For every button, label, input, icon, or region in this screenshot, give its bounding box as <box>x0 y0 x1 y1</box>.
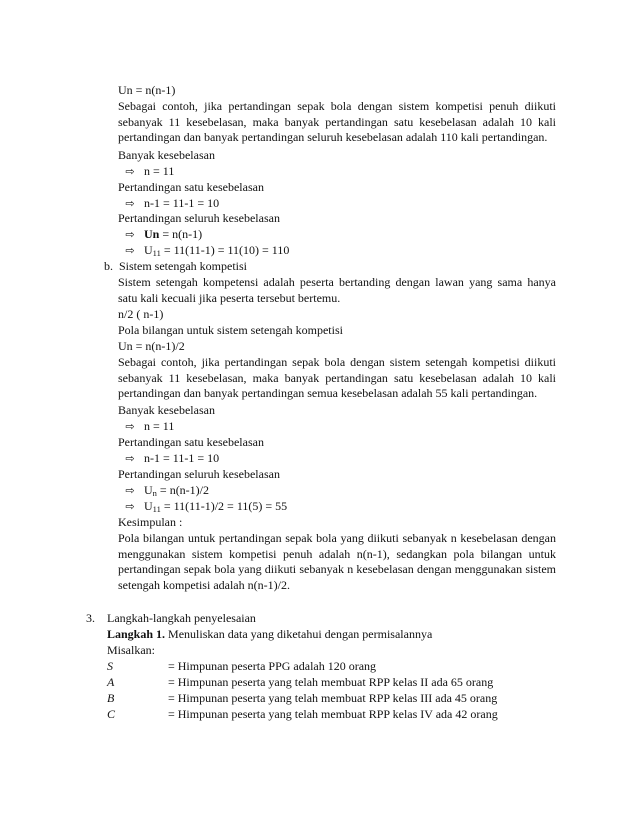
definition-var-c: C <box>107 707 116 721</box>
calc-u11-result-b: ⇨ $U_{11} = 11(11-1)/2 = 11(5) = 55$ <box>125 499 288 514</box>
step-1 <box>107 627 432 643</box>
calc-one-team-b: ⇨ n-1 = 11-1 = 10 <box>125 451 220 465</box>
label-all-teams-b: Pertandingan seluruh kesebelasan <box>118 467 280 481</box>
definition-text-c: = Himpunan peserta yang telah membuat RPP kelas IV ada 42 orang <box>168 707 498 721</box>
arrow-right-icon: ⇨ <box>125 244 135 257</box>
definition-var-s: S <box>107 659 113 673</box>
step-1-text: Menuliskan data yang diketahui dengan permisalannya <box>165 627 433 641</box>
section-3-number: 3. <box>86 611 95 625</box>
definition-var-b: B <box>107 691 115 705</box>
conclusion-label: Kesimpulan : <box>118 515 183 529</box>
formula-full-competition: Un = n(n-1) <box>118 83 176 97</box>
step-1-label: Langkah 1. <box>107 627 166 641</box>
calc-n-value: ⇨ n = 11 <box>125 164 175 178</box>
label-team-count: Banyak kesebelasan <box>118 148 215 162</box>
misalkan-label: Misalkan: <box>107 643 155 657</box>
arrow-right-icon: ⇨ <box>125 197 135 210</box>
calc-un-formula-b: ⇨ $U_n = n(n-1)/2$ <box>125 483 210 498</box>
section-3-title: Langkah-langkah penyelesaian <box>107 611 256 625</box>
pattern-title: Pola bilangan untuk sistem setengah kompetisi <box>118 323 343 337</box>
label-all-teams: Pertandingan seluruh kesebelasan <box>118 211 280 225</box>
definition-var-a: A <box>107 675 115 689</box>
arrow-right-icon: ⇨ <box>125 452 135 465</box>
label-one-team: Pertandingan satu kesebelasan <box>118 180 264 194</box>
calc-u11-result: ⇨ $U_{11} = 11(11-1) = 11(10) = 110$ <box>125 243 290 258</box>
label-team-count-b: Banyak kesebelasan <box>118 403 215 417</box>
definition-half-competition: Sistem setengah kompetensi adalah peserta bertanding dengan lawan yang sama hanya satu kali kecuali jika peserta tersebut bertemu. <box>118 275 556 305</box>
example-half-competition: Sebagai contoh, jika pertandingan sepak bola dengan sistem setengah kompetisi diikuti sebanyak 11 kesebelasan, maka banyak pertandingan satu kesebelasan adalah 10 kali pertandingan dan banyak pertandingan semua kesebelasan adalah 55 kali pertandingan. <box>118 355 556 400</box>
arrow-right-icon: ⇨ <box>125 484 135 497</box>
arrow-right-icon: ⇨ <box>125 420 135 433</box>
section-b-heading: b. Sistem setengah kompetisi <box>104 259 247 273</box>
definition-text-a: = Himpunan peserta yang telah membuat RPP kelas II ada 65 orang <box>168 675 494 689</box>
expression-half: n/2 ( n-1) <box>118 307 164 321</box>
definition-text-b: = Himpunan peserta yang telah membuat RPP kelas III ada 45 orang <box>168 691 498 705</box>
calc-n-value-b: ⇨ n = 11 <box>125 419 175 433</box>
arrow-right-icon: ⇨ <box>125 500 135 513</box>
arrow-right-icon: ⇨ <box>125 165 135 178</box>
calc-un-formula: ⇨ Un = n(n-1) <box>125 227 203 241</box>
arrow-right-icon: ⇨ <box>125 228 135 241</box>
label-one-team-b: Pertandingan satu kesebelasan <box>118 435 264 449</box>
example-full-competition: Sebagai contoh, jika pertandingan sepak bola dengan sistem kompetisi penuh diikuti sebanyak 11 kesebelasan, maka banyak pertandingan satu kesebelasan adalah 10 kali pertandingan dan banyak pertandingan seluruh kesebelasan adalah 110 kali pertandingan. <box>118 99 556 144</box>
calc-one-team: ⇨ n-1 = 11-1 = 10 <box>125 196 220 210</box>
definition-text-s: = Himpunan peserta PPG adalah 120 orang <box>168 659 377 673</box>
conclusion-text: Pola bilangan untuk pertandingan sepak bola yang diikuti sebanyak n kesebelasan dengan menggunakan sistem kompetisi penuh adalah n(n-1), sedangkan pola bilangan untuk pertandingan sepak bola yang diikuti sebanyak n kesebelasan dengan menggunakan sistem setengah kompetisi adalah n(n-1)/2. <box>118 531 556 592</box>
formula-half-competition: Un = n(n-1)/2 <box>118 339 185 353</box>
